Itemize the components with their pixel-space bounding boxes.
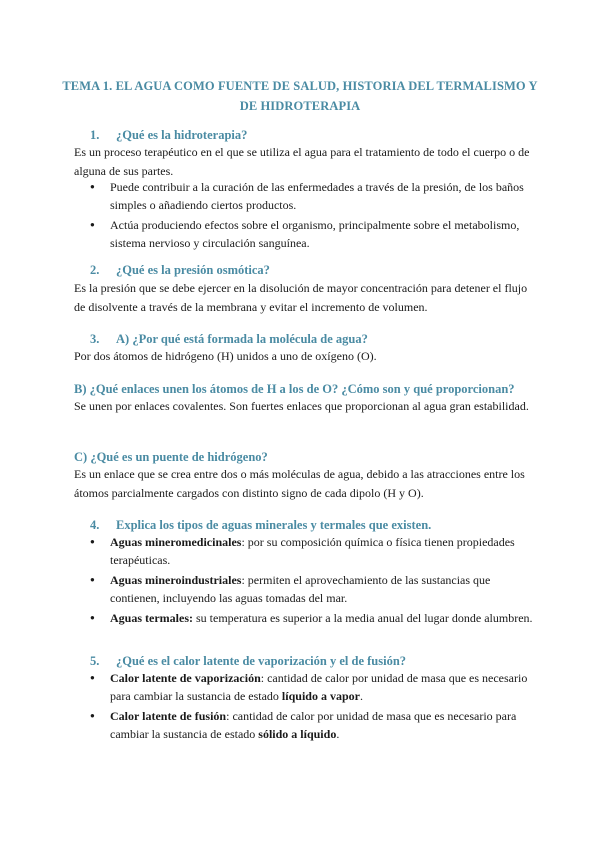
list-item-text: : cantidad de calor por unidad de masa que es necesario para cambiar la sustancia de estado (110, 709, 517, 741)
question-3b-heading: B) ¿Qué enlaces unen los átomos de H a los de O? ¿Cómo son y qué proporcionan? (74, 382, 515, 396)
list-item-text: su temperatura es superior a la media anual del lugar donde alumbren. (192, 611, 533, 625)
question-3-number: 3. (90, 332, 100, 346)
question-3a-heading (90, 330, 368, 348)
question-1-heading (90, 126, 247, 144)
question-1-number: 1. (90, 128, 100, 142)
question-2-number: 2. (90, 263, 100, 277)
list-item (90, 609, 536, 627)
question-1-title: ¿Qué es la hidroterapia? (116, 128, 248, 142)
list-item-emphasis: líquido a vapor (281, 689, 360, 703)
list-item: ● Actúa produciendo efectos sobre el organismo, principalmente sobre el metabolismo, sistema nervioso y circulación sanguínea. (90, 216, 536, 252)
list-item (90, 533, 536, 569)
question-4-number: 4. (90, 518, 100, 532)
question-3c-heading: C) ¿Qué es un puente de hidrógeno? (74, 450, 268, 464)
document-title: TEMA 1. EL AGUA COMO FUENTE DE SALUD, HISTORIA DEL TERMALISMO Y DE HIDROTERAPIA (62, 79, 538, 113)
list-item (90, 669, 536, 705)
question-4-bullets (90, 533, 536, 629)
question-3c-answer: Es un enlace que se crea entre dos o más moléculas de agua, debido a las atracciones entre los átomos parcialmente cargados con distinto signo de cada dipolo (H y O). (74, 467, 525, 500)
question-1-answer: Es un proceso terapéutico en el que se utiliza el agua para el tratamiento de todo el cuerpo o de alguna de sus partes. (74, 145, 530, 178)
list-item: ● Puede contribuir a la curación de las enfermedades a través de la presión, de los baños simples o añadiendo ciertos productos. (90, 178, 536, 214)
list-item (90, 707, 536, 743)
question-5-number: 5. (90, 654, 100, 668)
list-item-term: Aguas mineromedicinales (110, 535, 242, 549)
list-item-text: : cantidad de calor por unidad de masa que es necesario para cambiar la sustancia de estado (110, 671, 528, 703)
question-2-heading (90, 261, 270, 279)
list-item-end: . (359, 689, 363, 703)
list-item-term: Aguas termales: (110, 611, 193, 625)
question-2-answer: Es la presión que se debe ejercer en la disolución de mayor concentración para detener el flujo de disolvente a través de la membrana y evitar el incremento de volumen. (74, 281, 528, 314)
question-5-title: ¿Qué es el calor latente de vaporización y el de fusión? (116, 654, 407, 668)
question-1-bullets (90, 178, 536, 254)
question-5-heading (90, 652, 406, 670)
question-3a-answer: Por dos átomos de hidrógeno (H) unidos a uno de oxígeno (O). (74, 349, 377, 363)
list-item-text: : permiten el aprovechamiento de las sustancias que contienen, incluyendo las aguas tomadas del mar. (110, 573, 491, 605)
question-3a-title: A) ¿Por qué está formada la molécula de agua? (116, 332, 368, 346)
list-item-emphasis: sólido a líquido (258, 727, 337, 741)
question-5-bullets (90, 669, 536, 745)
list-item-term: Calor latente de fusión (110, 709, 227, 723)
list-item-text: : por su composición química o física tienen propiedades terapéuticas. (110, 535, 515, 567)
list-item (90, 571, 536, 607)
list-item-term: Calor latente de vaporización (110, 671, 261, 685)
question-2-title: ¿Qué es la presión osmótica? (116, 263, 270, 277)
list-item-term: Aguas mineroindustriales (110, 573, 242, 587)
list-item-end: . (336, 727, 340, 741)
question-3b-answer: Se unen por enlaces covalentes. Son fuertes enlaces que proporcionan al agua gran estabilidad. (74, 399, 529, 413)
question-4-heading (90, 516, 431, 534)
question-4-title: Explica los tipos de aguas minerales y termales que existen. (116, 518, 432, 532)
